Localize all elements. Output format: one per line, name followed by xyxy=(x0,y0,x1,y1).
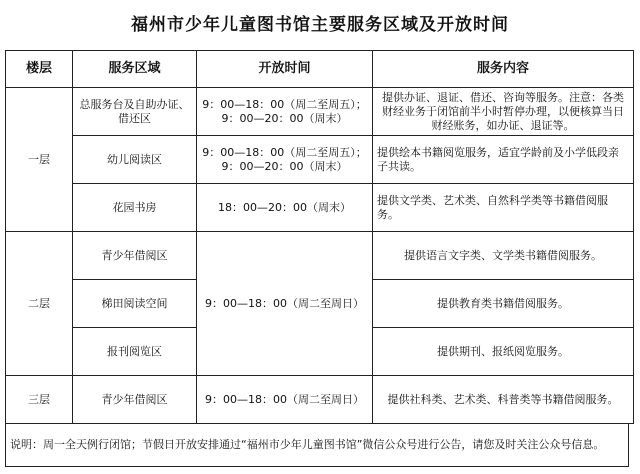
hours-cell: 9：00—18：00（周二至周五）；9：00—20：00（周末） xyxy=(197,136,373,184)
header-content: 服务内容 xyxy=(373,51,634,88)
hours-cell: 9：00—18：00（周二至周日） xyxy=(197,376,373,424)
table-row xyxy=(6,376,634,424)
header-hours: 开放时间 xyxy=(197,51,373,88)
content-cell: 提供办证、退证、借还、咨询等服务。注意：各类财经业务于闭馆前半小时暂停办理，以便核算当日财经账务，如办证、退证等。 xyxy=(373,88,634,136)
content-cell: 提供社科类、艺术类、科普类等书籍借阅服务。 xyxy=(373,376,634,424)
area-cell: 总服务台及自助办证、借还区 xyxy=(73,88,197,136)
table-row xyxy=(6,232,634,280)
header-floor: 楼层 xyxy=(6,51,73,88)
page-title: 福州市少年儿童图书馆主要服务区域及开放时间 xyxy=(131,15,509,35)
floor-cell: 一层 xyxy=(6,88,73,232)
area-cell: 青少年借阅区 xyxy=(73,376,197,424)
header-area: 服务区域 xyxy=(73,51,197,88)
table-row xyxy=(6,88,634,136)
closing-note: 说明：周一全天例行闭馆；节假日开放安排通过“福州市少年儿童图书馆”微信公众号进行公告，请您及时关注公众号信息。 xyxy=(5,424,629,467)
area-cell: 幼儿阅读区 xyxy=(73,136,197,184)
area-cell: 花园书房 xyxy=(73,184,197,232)
content-cell: 提供期刊、报纸阅览服务。 xyxy=(373,328,634,376)
table-header-row xyxy=(6,51,634,88)
hours-cell: 9：00—18：00（周二至周日） xyxy=(197,232,373,376)
service-table xyxy=(5,50,634,424)
hours-cell: 18：00—20：00（周末） xyxy=(197,184,373,232)
content-cell: 提供文学类、艺术类、自然科学类等书籍借阅服务。 xyxy=(373,184,634,232)
area-cell: 青少年借阅区 xyxy=(73,232,197,280)
content-cell: 提供绘本书籍阅览服务，适宜学龄前及小学低段亲子共读。 xyxy=(373,136,634,184)
table-row xyxy=(6,184,634,232)
table-row xyxy=(6,136,634,184)
content-cell: 提供语言文字类、文学类书籍借阅服务。 xyxy=(373,232,634,280)
floor-cell: 二层 xyxy=(6,232,73,376)
floor-cell: 三层 xyxy=(6,376,73,424)
content-cell: 提供教育类书籍借阅服务。 xyxy=(373,280,634,328)
area-cell: 报刊阅览区 xyxy=(73,328,197,376)
hours-cell: 9：00—18：00（周二至周五）；9：00—20：00（周末） xyxy=(197,88,373,136)
area-cell: 梯田阅读空间 xyxy=(73,280,197,328)
